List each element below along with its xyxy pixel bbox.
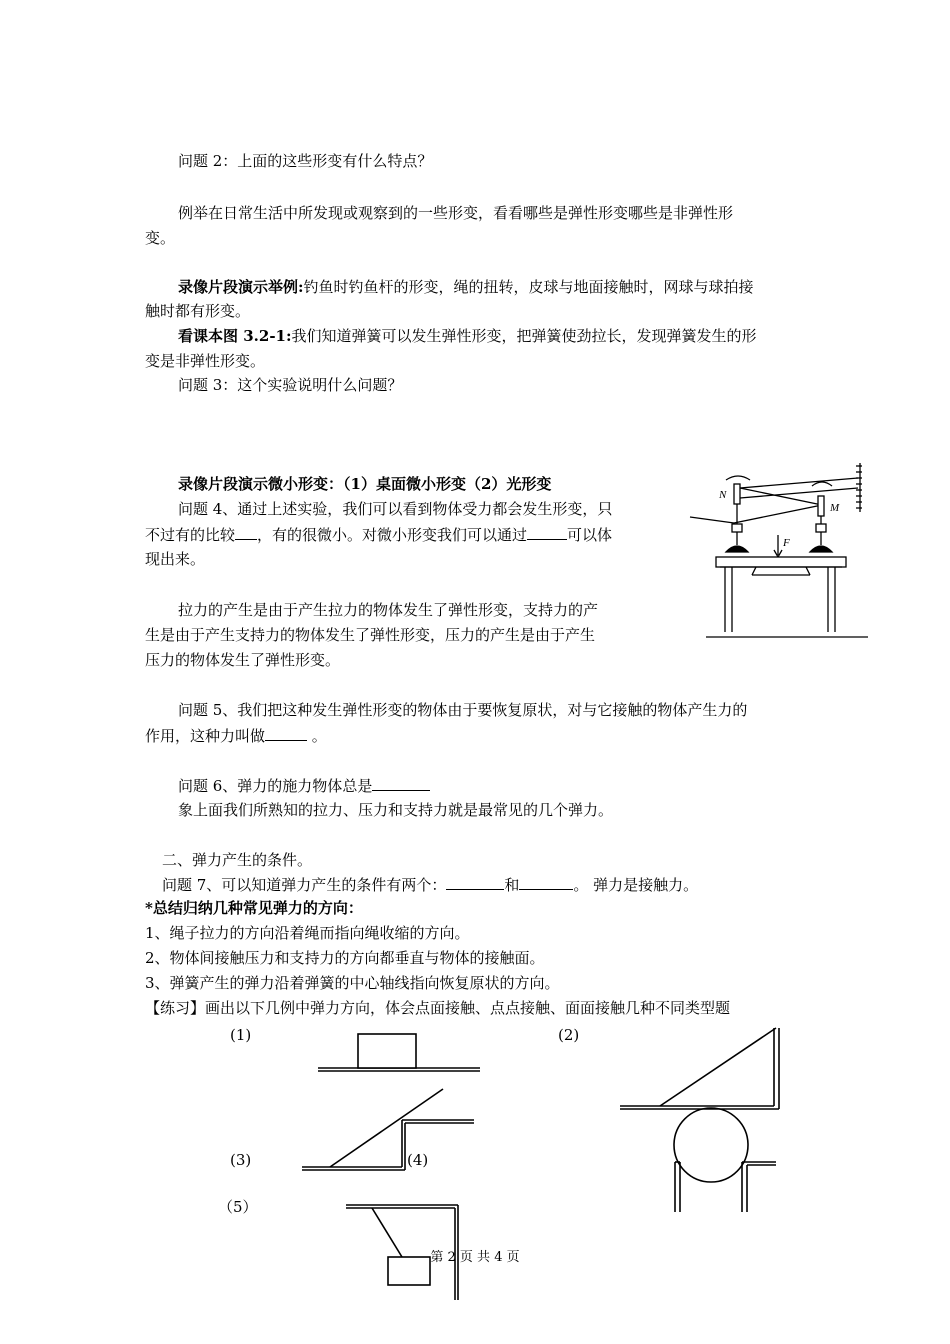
video-example-text: 钓鱼时钓鱼杆的形变，绳的扭转，皮球与地面接触时，网球与球拍接 <box>303 278 754 296</box>
video-micro-deformation-heading: 录像片段演示微小形变：（1）桌面微小形变（2）光形变 <box>178 475 552 493</box>
pull-force-line-1: 拉力的产生是由于产生拉力的物体发生了弹性形变，支持力的产 <box>178 601 599 619</box>
q7-text-b: 和 <box>504 876 520 894</box>
textbook-figure-line-1 <box>178 326 757 346</box>
question-6 <box>178 775 430 796</box>
example-line-1: 例举在日常生活中所发现或观察到的一些形变，看看哪些是弹性形变哪些是非弹性形 <box>178 204 734 222</box>
label-F: F <box>783 537 790 549</box>
example-line-2: 变。 <box>145 229 176 247</box>
q5-blank[interactable] <box>265 725 307 741</box>
practice-instruction: 【练习】画出以下几例中弹力方向，体会点面接触、点点接触、面面接触几种不同类型题 <box>145 999 731 1017</box>
q5-text: 作用，这种力叫做 <box>145 727 266 745</box>
q7-blank-1[interactable] <box>446 874 504 890</box>
q4-blank-2[interactable] <box>527 524 567 540</box>
q4-blank-1[interactable] <box>235 524 257 540</box>
q4-text-b: ，有的很微小。对微小形变我们可以通过 <box>257 526 528 544</box>
q7-blank-2[interactable] <box>519 874 573 890</box>
question-7 <box>162 874 698 895</box>
q7-text-c: 。 弹力是接触力。 <box>573 876 699 894</box>
common-elastic-forces: 象上面我们所熟知的拉力、压力和支持力就是最常见的几个弹力。 <box>178 801 614 819</box>
diagram-1-block-on-floor <box>318 1034 480 1071</box>
summary-heading: *总结归纳几种常见弹力的方向： <box>145 899 363 917</box>
label-M: M <box>830 502 840 514</box>
summary-item-2: 2、物体间接触压力和支持力的方向都垂直与物体的接触面。 <box>145 949 545 967</box>
question-2: 问题 2：上面的这些形变有什么特点？ <box>178 152 433 170</box>
question-4-line-3: 现出来。 <box>145 550 206 568</box>
summary-item-1: 1、绳子拉力的方向沿着绳而指向绳收缩的方向。 <box>145 924 470 942</box>
q6-blank[interactable] <box>372 775 430 791</box>
page-footer: 第 2 页 共 4 页 <box>430 1250 520 1265</box>
q4-text-a: 不过有的比较 <box>145 526 236 544</box>
label-5: （5） <box>218 1198 258 1216</box>
label-3: (3) <box>230 1151 252 1169</box>
q7-text-a: 问题 7、可以知道弹力产生的条件有两个： <box>162 876 447 894</box>
question-5-line-1: 问题 5、我们把这种发生弹性形变的物体由于要恢复原状，对与它接触的物体产生力的 <box>178 701 748 719</box>
question-5-line-2 <box>145 725 327 746</box>
label-1: (1) <box>230 1026 252 1044</box>
pull-force-line-3: 压力的物体发生了弹性形变。 <box>145 651 341 669</box>
video-example-heading: 录像片段演示举例: <box>178 278 304 296</box>
video-example-line-2: 触时都有形变。 <box>145 302 251 320</box>
label-2: (2) <box>558 1026 580 1044</box>
section-2-heading: 二、弹力产生的条件。 <box>162 851 313 869</box>
q4-text-c: 可以体 <box>567 526 613 544</box>
diagram-2-wedge-on-ball <box>620 1028 779 1212</box>
diagram-3-4-incline-step <box>302 1089 474 1170</box>
summary-item-3: 3、弹簧产生的弹力沿着弹簧的中心轴线指向恢复原状的方向。 <box>145 974 560 992</box>
question-4-line-2 <box>145 524 612 545</box>
textbook-figure-heading: 看课本图 3.2-1: <box>178 327 292 345</box>
pull-force-line-2: 生是由于产生支持力的物体发生了弹性形变，压力的产生是由于产生 <box>145 626 596 644</box>
q5-end: 。 <box>307 727 327 745</box>
video-example-line-1 <box>178 277 754 297</box>
q6-text: 问题 6、弹力的施力物体总是 <box>178 777 373 795</box>
textbook-figure-line-2: 变是非弹性形变。 <box>145 352 266 370</box>
textbook-figure-text: 我们知道弹簧可以发生弹性形变，把弹簧使劲拉长，发现弹簧发生的形 <box>291 327 757 345</box>
question-4-line-1: 问题 4、通过上述实验，我们可以看到物体受力都会发生形变，只 <box>178 500 613 518</box>
label-N: N <box>719 489 727 501</box>
label-4: (4) <box>407 1151 429 1169</box>
question-3: 问题 3：这个实验说明什么问题？ <box>178 376 403 394</box>
